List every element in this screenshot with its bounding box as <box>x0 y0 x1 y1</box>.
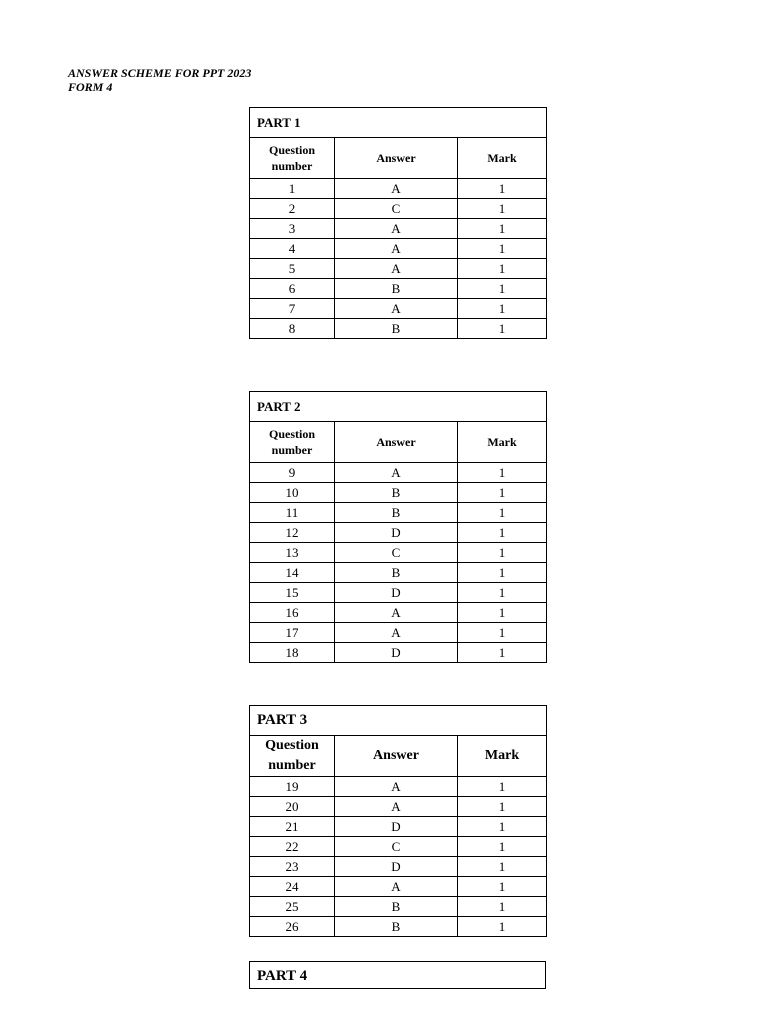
table-row <box>250 857 547 877</box>
mark-cell: 1 <box>458 563 547 583</box>
answer-cell: D <box>335 857 458 877</box>
answer-cell: A <box>335 797 458 817</box>
column-header-question: Question number <box>250 422 335 463</box>
mark-cell: 1 <box>458 503 547 523</box>
mark-cell: 1 <box>458 623 547 643</box>
question-number-cell: 15 <box>250 583 335 603</box>
table-row <box>250 279 547 299</box>
answer-cell: D <box>335 817 458 837</box>
mark-cell: 1 <box>458 877 547 897</box>
table-row <box>250 463 547 483</box>
answer-cell: B <box>335 319 458 339</box>
document-header <box>68 66 251 94</box>
answer-cell: A <box>335 259 458 279</box>
answer-cell: B <box>335 917 458 937</box>
answer-cell: D <box>335 523 458 543</box>
part-title: PART 3 <box>250 706 547 736</box>
column-header-question: Question number <box>250 138 335 179</box>
mark-cell: 1 <box>458 857 547 877</box>
question-number-cell: 26 <box>250 917 335 937</box>
mark-cell: 1 <box>458 463 547 483</box>
mark-cell: 1 <box>458 319 547 339</box>
mark-cell: 1 <box>458 219 547 239</box>
question-number-cell: 8 <box>250 319 335 339</box>
table-row <box>250 259 547 279</box>
column-header-answer: Answer <box>335 736 458 777</box>
question-number-cell: 7 <box>250 299 335 319</box>
question-number-cell: 22 <box>250 837 335 857</box>
answer-cell: C <box>335 837 458 857</box>
part-title: PART 1 <box>250 108 547 138</box>
table-row <box>250 897 547 917</box>
answer-cell: A <box>335 219 458 239</box>
answer-cell: A <box>335 603 458 623</box>
question-number-cell: 17 <box>250 623 335 643</box>
mark-cell: 1 <box>458 797 547 817</box>
table-row <box>250 543 547 563</box>
column-header-mark: Mark <box>458 422 547 463</box>
answer-cell: A <box>335 299 458 319</box>
table-row <box>250 797 547 817</box>
question-number-cell: 16 <box>250 603 335 623</box>
question-number-cell: 5 <box>250 259 335 279</box>
part-title: PART 2 <box>250 392 547 422</box>
table-row <box>250 623 547 643</box>
question-number-cell: 1 <box>250 179 335 199</box>
mark-cell: 1 <box>458 259 547 279</box>
mark-cell: 1 <box>458 239 547 259</box>
mark-cell: 1 <box>458 917 547 937</box>
question-number-cell: 10 <box>250 483 335 503</box>
table-row <box>250 219 547 239</box>
mark-cell: 1 <box>458 817 547 837</box>
question-number-cell: 21 <box>250 817 335 837</box>
answer-cell: A <box>335 777 458 797</box>
mark-cell: 1 <box>458 837 547 857</box>
mark-cell: 1 <box>458 543 547 563</box>
answer-cell: A <box>335 623 458 643</box>
answer-cell: C <box>335 199 458 219</box>
answer-cell: B <box>335 897 458 917</box>
question-number-cell: 18 <box>250 643 335 663</box>
table-row <box>250 523 547 543</box>
mark-cell: 1 <box>458 299 547 319</box>
mark-cell: 1 <box>458 523 547 543</box>
part-2-table <box>249 391 547 663</box>
mark-cell: 1 <box>458 583 547 603</box>
table-row <box>250 563 547 583</box>
table-row <box>250 179 547 199</box>
table-row <box>250 299 547 319</box>
question-number-cell: 14 <box>250 563 335 583</box>
header-form: FORM 4 <box>68 80 113 94</box>
answer-cell: D <box>335 643 458 663</box>
question-number-cell: 12 <box>250 523 335 543</box>
answer-cell: B <box>335 483 458 503</box>
table-row <box>250 837 547 857</box>
part-1-table <box>249 107 547 339</box>
column-header-answer: Answer <box>335 138 458 179</box>
table-row <box>250 603 547 623</box>
question-number-cell: 4 <box>250 239 335 259</box>
table-row <box>250 483 547 503</box>
part-3-table <box>249 705 547 937</box>
column-header-answer: Answer <box>335 422 458 463</box>
column-header-mark: Mark <box>458 138 547 179</box>
answer-cell: B <box>335 279 458 299</box>
mark-cell: 1 <box>458 483 547 503</box>
table-row <box>250 817 547 837</box>
table-row <box>250 917 547 937</box>
answer-cell: A <box>335 239 458 259</box>
mark-cell: 1 <box>458 603 547 623</box>
column-header-question: Question number <box>250 736 335 777</box>
question-number-cell: 19 <box>250 777 335 797</box>
question-number-cell: 25 <box>250 897 335 917</box>
column-header-mark: Mark <box>458 736 547 777</box>
answer-cell: A <box>335 463 458 483</box>
question-number-cell: 20 <box>250 797 335 817</box>
question-number-cell: 6 <box>250 279 335 299</box>
table-row <box>250 643 547 663</box>
part-4-title: PART 4 <box>249 961 546 989</box>
table-row <box>250 877 547 897</box>
table-row <box>250 503 547 523</box>
answer-cell: A <box>335 877 458 897</box>
header-title: ANSWER SCHEME FOR PPT 2023 <box>68 66 252 80</box>
answer-cell: B <box>335 503 458 523</box>
mark-cell: 1 <box>458 179 547 199</box>
answer-cell: B <box>335 563 458 583</box>
question-number-cell: 2 <box>250 199 335 219</box>
mark-cell: 1 <box>458 643 547 663</box>
table-row <box>250 583 547 603</box>
question-number-cell: 9 <box>250 463 335 483</box>
question-number-cell: 24 <box>250 877 335 897</box>
question-number-cell: 23 <box>250 857 335 877</box>
question-number-cell: 3 <box>250 219 335 239</box>
mark-cell: 1 <box>458 897 547 917</box>
answer-cell: A <box>335 179 458 199</box>
table-row <box>250 239 547 259</box>
question-number-cell: 13 <box>250 543 335 563</box>
mark-cell: 1 <box>458 279 547 299</box>
mark-cell: 1 <box>458 199 547 219</box>
answer-cell: D <box>335 583 458 603</box>
table-row <box>250 777 547 797</box>
table-row <box>250 199 547 219</box>
mark-cell: 1 <box>458 777 547 797</box>
question-number-cell: 11 <box>250 503 335 523</box>
answer-cell: C <box>335 543 458 563</box>
table-row <box>250 319 547 339</box>
